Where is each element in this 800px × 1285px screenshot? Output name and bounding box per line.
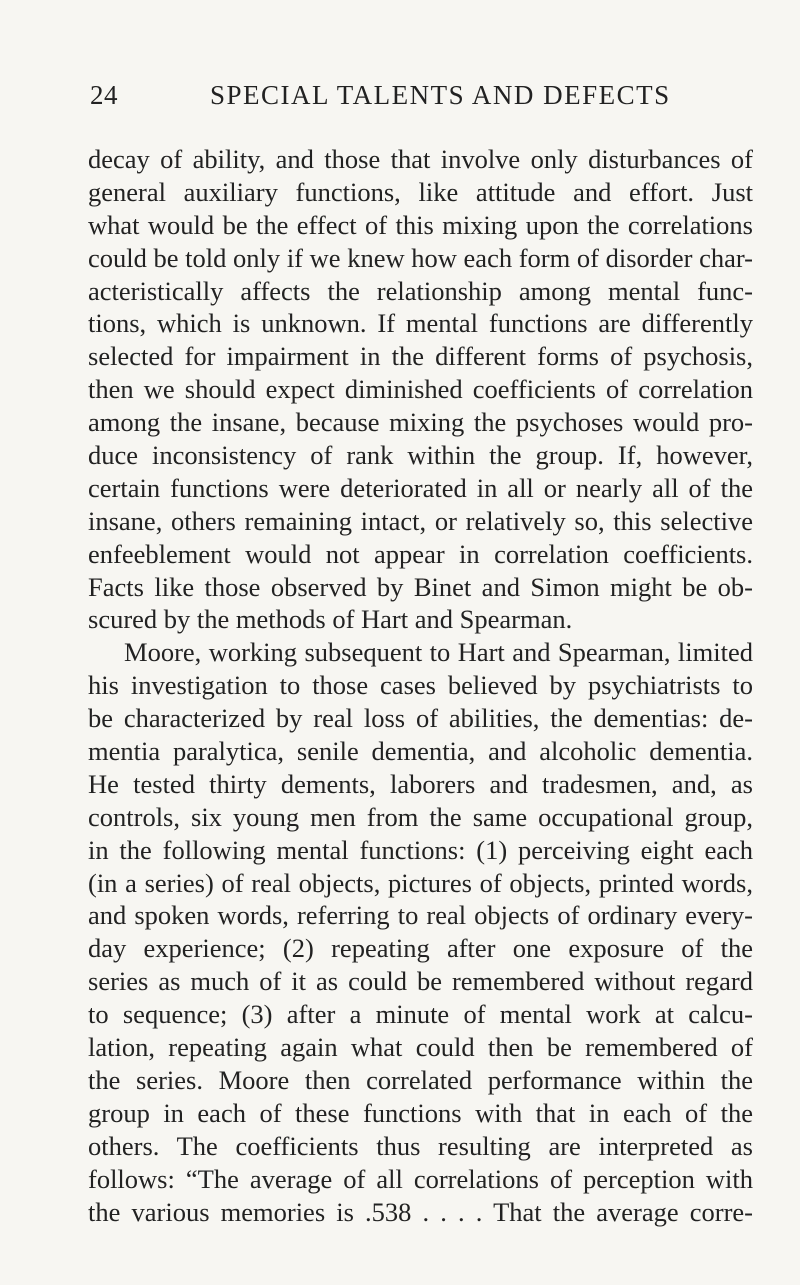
text-line: and spoken words, referring to real objects of ordinary every- — [88, 900, 753, 931]
text-line: decay of ability, and those that involve only disturbances of — [88, 144, 753, 174]
page-header — [90, 80, 750, 120]
text-line: enfeeblement would not appear in correlation coefficients. — [88, 538, 753, 569]
text-line: lation, repeating again what could then be remembered of — [88, 1032, 753, 1063]
text-line: tions, which is unknown. If mental functions are differently — [88, 308, 753, 339]
text-line: then we should expect diminished coefficients of correlation — [88, 374, 753, 405]
text-line: acteristically affects the relationship among mental func- — [88, 275, 753, 306]
text-line: mentia paralytica, senile dementia, and alcoholic dementia. — [88, 736, 753, 767]
text-line: Facts like those observed by Binet and Simon might be ob- — [88, 571, 753, 602]
text-line: the various memories is .538 . . . . That the average corre- — [88, 1196, 753, 1227]
text-line: selected for impairment in the different forms of psychosis, — [88, 341, 753, 372]
text-line: to sequence; (3) after a minute of mental work at calcu- — [88, 999, 753, 1030]
text-line: controls, six young men from the same occupational group, — [88, 801, 753, 832]
text-line: scured by the methods of Hart and Spearman. — [88, 604, 573, 635]
text-line: in the following mental functions: (1) perceiving eight each — [88, 834, 753, 865]
running-head: SPECIAL TALENTS AND DEFECTS — [210, 80, 671, 110]
text-line: general auxiliary functions, like attitude and effort. Just — [88, 176, 753, 207]
text-line: day experience; (2) repeating after one exposure of the — [88, 933, 753, 964]
text-line: among the insane, because mixing the psychoses would pro- — [88, 407, 753, 438]
text-line: what would be the effect of this mixing upon the correlations — [88, 209, 753, 240]
body-text — [88, 143, 753, 1228]
text-line: others. The coefficients thus resulting are interpreted as — [88, 1130, 753, 1161]
text-line: duce inconsistency of rank within the group. If, however, — [88, 440, 753, 471]
text-line: He tested thirty dements, laborers and tradesmen, and, as — [88, 768, 753, 799]
text-line: series as much of it as could be remembered without regard — [88, 966, 753, 997]
text-line: be characterized by real loss of abilities, the dementias: de- — [88, 703, 753, 734]
paragraph-first-line: Moore, working subsequent to Hart and Spearman, limited — [124, 637, 753, 668]
text-line: group in each of these functions with that in each of the — [88, 1097, 753, 1128]
text-line: the series. Moore then correlated performance within the — [88, 1064, 753, 1095]
text-line: his investigation to those cases believed by psychiatrists to — [88, 670, 753, 701]
page-number: 24 — [90, 80, 118, 110]
text-line: certain functions were deteriorated in all or nearly all of the — [88, 472, 753, 503]
text-line: follows: “The average of all correlations of perception with — [88, 1163, 753, 1194]
text-line: insane, others remaining intact, or relatively so, this selective — [88, 505, 753, 536]
text-line: (in a series) of real objects, pictures of objects, printed words, — [88, 867, 753, 898]
text-line: could be told only if we knew how each form of disorder char- — [88, 242, 753, 273]
